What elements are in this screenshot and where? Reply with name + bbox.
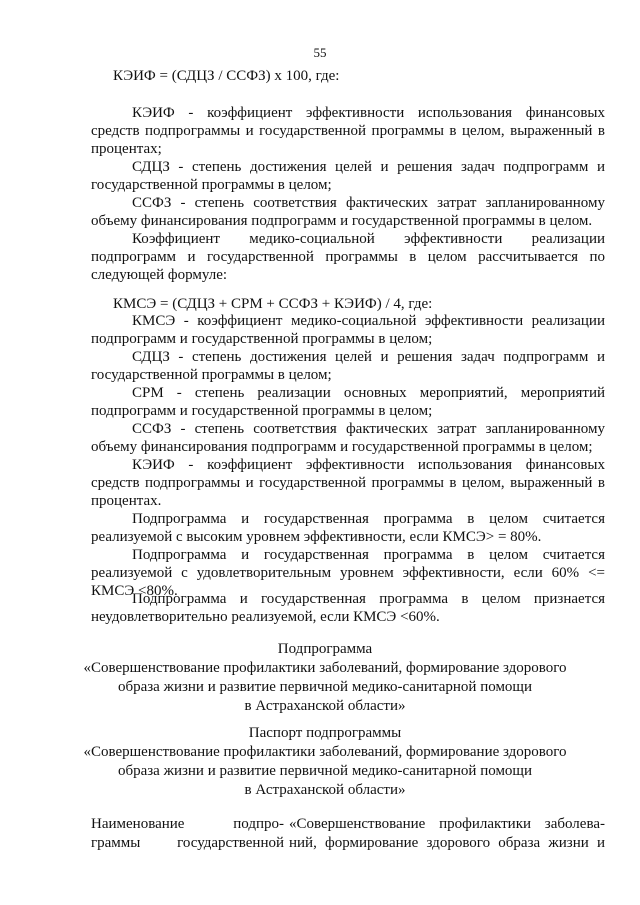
passport-heading-line-1: Паспорт подпрограммы [248, 725, 402, 741]
passport-heading-line-2: «Совершенствование профилактики заболеваний, формирование здорового [83, 744, 567, 760]
definition-sdcz-2: СДЦЗ - степень достижения целей и решения задач подпрограмм и государственной программы в целом; [91, 349, 605, 383]
passport-row-label-line-2: граммы государственной [91, 835, 284, 851]
definition-kaif-2: КЭИФ - коэффициент эффективности использования финансовых средств подпрограммы и государственной программы в целом, выраженный в процентах. [91, 457, 605, 509]
definitions-block-3 [91, 590, 605, 626]
passport-row-value-line-2: ний, формирование здорового образа жизни и [289, 835, 605, 851]
definition-kaif: КЭИФ - коэффициент эффективности использования финансовых средств подпрограммы и государственной программы в целом, выраженный в процентах; [91, 105, 605, 157]
subprogram-heading-line-2: «Совершенствование профилактики заболеваний, формирование здорового [83, 660, 567, 676]
definition-ssfz-2: ССФЗ - степень соответствия фактических затрат запланированному объему финансирования подпрограмм и государственной программы в целом; [91, 421, 605, 455]
formula-kmse: КМСЭ = (СДЦЗ + СРМ + ССФЗ + КЭИФ) / 4, где: [113, 296, 433, 312]
passport-heading-line-4: в Астраханской области» [244, 782, 406, 798]
definitions-block-1 [91, 104, 605, 284]
passport-row-value-line-1: «Совершенствование профилактики заболева- [289, 816, 605, 832]
subprogram-heading-line-4: в Астраханской области» [244, 698, 406, 714]
definition-srm: СРМ - степень реализации основных мероприятий, мероприятий подпрограмм и государственной программы в целом; [91, 385, 605, 419]
definition-sdcz: СДЦЗ - степень достижения целей и решения задач подпрограмм и государственной программы в целом; [91, 159, 605, 193]
satisfactory-efficiency-criterion: Подпрограмма и государственная программа в целом считается реализуемой с удовлетворительным уровнем эффективности, если 60% <= КМСЭ <80%. [91, 547, 605, 599]
definition-kmse: КМСЭ - коэффициент медико-социальной эффективности реализации подпрограмм и государственной программы в целом; [91, 313, 605, 347]
passport-row-label-line-1: Наименование подпро- [91, 816, 284, 832]
unsatisfactory-efficiency-criterion: Подпрограмма и государственная программа в целом признается неудовлетворительно реализуемой, если КМСЭ <60%. [91, 591, 605, 625]
page-number: 55 [313, 45, 327, 60]
passport-row-value [289, 815, 605, 853]
formula-kaif: КЭИФ = (СДЦЗ / ССФЗ) x 100, где: [113, 68, 340, 84]
subprogram-heading-line-1: Подпрограмма [277, 641, 373, 657]
passport-heading-line-3: образа жизни и развитие первичной медико-санитарной помощи [117, 763, 533, 779]
passport-row-label [91, 815, 284, 853]
high-efficiency-criterion: Подпрограмма и государственная программа в целом считается реализуемой с высоким уровнем эффективности, если КМСЭ> = 80%. [91, 511, 605, 545]
kmse-intro-paragraph: Коэффициент медико-социальной эффективности реализации подпрограмм и государственной программы в целом рассчитывается по следующей формуле: [91, 231, 605, 283]
definition-ssfz: ССФЗ - степень соответствия фактических затрат запланированному объему финансирования подпрограмм и государственной программы в целом. [91, 195, 605, 229]
subprogram-heading [60, 640, 590, 716]
definitions-block-2 [91, 312, 605, 600]
subprogram-heading-line-3: образа жизни и развитие первичной медико-санитарной помощи [117, 679, 533, 695]
passport-heading [60, 724, 590, 800]
